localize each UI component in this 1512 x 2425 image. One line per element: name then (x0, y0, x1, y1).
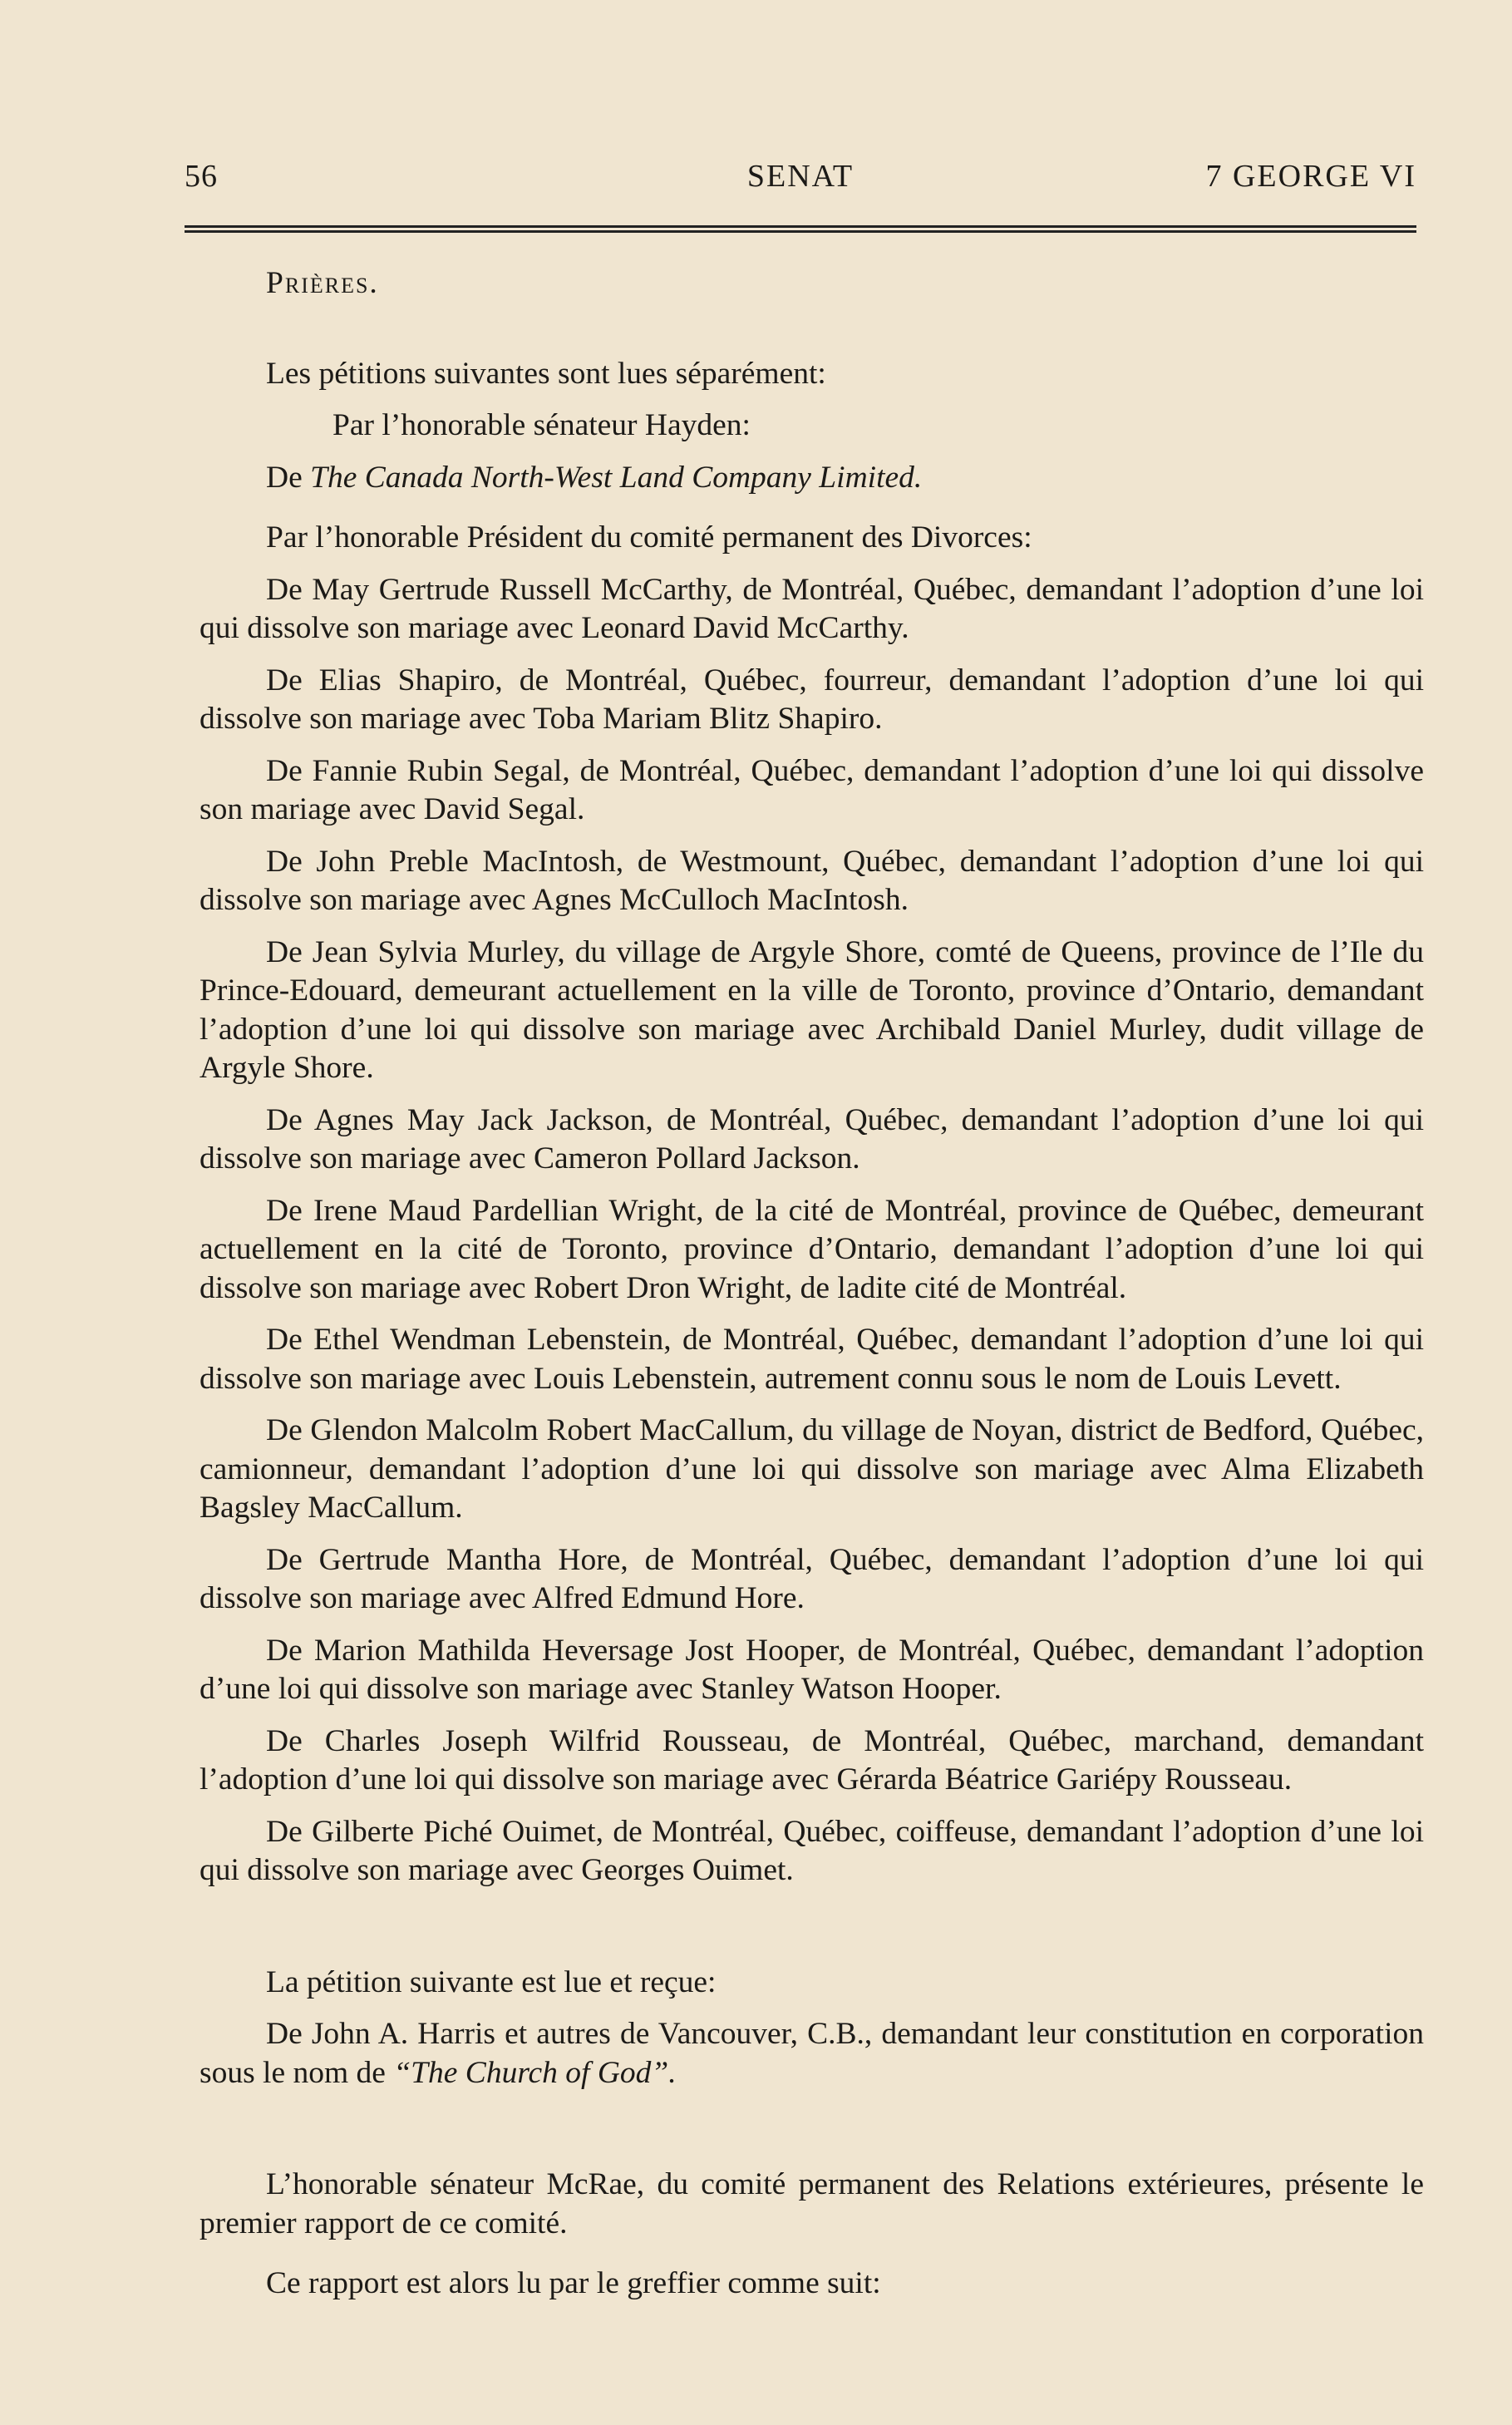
church-name: “The Church of God”. (393, 2055, 677, 2090)
petition-item: De Fannie Rubin Segal, de Montréal, Québec, demandant l’adoption d’une loi qui dissolve son mariage avec David Segal. (199, 753, 1424, 826)
petition-item: De Agnes May Jack Jackson, de Montréal, Québec, demandant l’adoption d’une loi qui dissolve son mariage avec Cameron Pollard Jackson. (199, 1102, 1424, 1176)
regnal-year: 7 GEORGE VI (1205, 159, 1416, 194)
petition-item: De Ethel Wendman Lebenstein, de Montréal, Québec, demandant l’adoption d’une loi qui dissolve son mariage avec Louis Lebenstein, autrement connu sous le nom de Louis Levett. (199, 1323, 1424, 1396)
section-heading: Prières. (266, 266, 379, 300)
presenter-president: Par l’honorable Président du comité permanent des Divorces: (266, 520, 1032, 554)
petitions-intro: Les pétitions suivantes sont lues séparément: (266, 356, 826, 391)
petition-item: De John Preble MacIntosh, de Westmount, Québec, demandant l’adoption d’une loi qui dissolve son mariage avec Agnes McCulloch MacIntosh. (199, 844, 1424, 917)
petition-item: De Irene Maud Pardellian Wright, de la cité de Montréal, province de Québec, demeurant actuellement en la cité de Toronto, province d’Ontario, demandant l’adoption d’une loi qui dissolve son mariage avec Robert Dron Wright, de ladite cité de Montréal. (199, 1193, 1424, 1305)
running-title: SENAT (746, 159, 855, 194)
page-number: 56 (185, 159, 218, 194)
document-body (199, 264, 1424, 2304)
petition-item: De Gertrude Mantha Hore, de Montréal, Québec, demandant l’adoption d’une loi qui dissolve son mariage avec Alfred Edmund Hore. (199, 1542, 1424, 1615)
divorce-petitions-list (199, 571, 1424, 1890)
presenter-hayden: Par l’honorable sénateur Hayden: (332, 408, 751, 442)
report-read-line: Ce rapport est alors lu par le greffier comme suit: (266, 2266, 881, 2300)
petition-harris (199, 2015, 1424, 2092)
received-intro: La pétition suivante est lue et reçue: (266, 1964, 717, 1999)
petition-item: De May Gertrude Russell McCarthy, de Montréal, Québec, demandant l’adoption d’une loi qui dissolve son mariage avec Leonard David McCarthy. (199, 572, 1424, 645)
petition-item: De Elias Shapiro, de Montréal, Québec, fourreur, demandant l’adoption d’une loi qui dissolve son mariage avec Toba Mariam Blitz Shapiro. (199, 663, 1424, 736)
petition-canada-company (199, 459, 1424, 498)
mcrae-report: L’honorable sénateur McRae, du comité permanent des Relations extérieures, présente le premier rapport de ce comité. (199, 2167, 1424, 2240)
petition-prefix: De (266, 460, 303, 495)
petition-item: De Marion Mathilda Heversage Jost Hooper, de Montréal, Québec, demandant l’adoption d’une loi qui dissolve son mariage avec Stanley Watson Hooper. (199, 1633, 1424, 1706)
petition-item: De Glendon Malcolm Robert MacCallum, du village de Noyan, district de Bedford, Québec, camionneur, demandant l’adoption d’une loi qui dissolve son mariage avec Alma Elizabeth Bagsley MacCallum. (199, 1413, 1424, 1525)
running-head (185, 158, 1416, 196)
petition-item: De Charles Joseph Wilfrid Rousseau, de Montréal, Québec, marchand, demandant l’adoption d’une loi qui dissolve son mariage avec Gérarda Béatrice Gariépy Rousseau. (199, 1723, 1424, 1797)
petition-item: De Jean Sylvia Murley, du village de Argyle Shore, comté de Queens, province de l’Ile du Prince-Edouard, demeurant actuellement en la ville de Toronto, province d’Ontario, demandant l’adoption d’une loi qui dissolve son mariage avec Archibald Daniel Murley, dudit village de Argyle Shore. (199, 934, 1424, 1085)
company-name: The Canada North-West Land Company Limited. (310, 460, 923, 495)
harris-text: De John A. Harris et autres de Vancouver, C.B., demandant leur constitution en corporation sous le nom de (199, 2017, 1424, 2090)
header-rule (185, 225, 1416, 233)
petition-item: De Gilberte Piché Ouimet, de Montréal, Québec, coiffeuse, demandant l’adoption d’une loi qui dissolve son mariage avec Georges Ouimet. (199, 1814, 1424, 1887)
